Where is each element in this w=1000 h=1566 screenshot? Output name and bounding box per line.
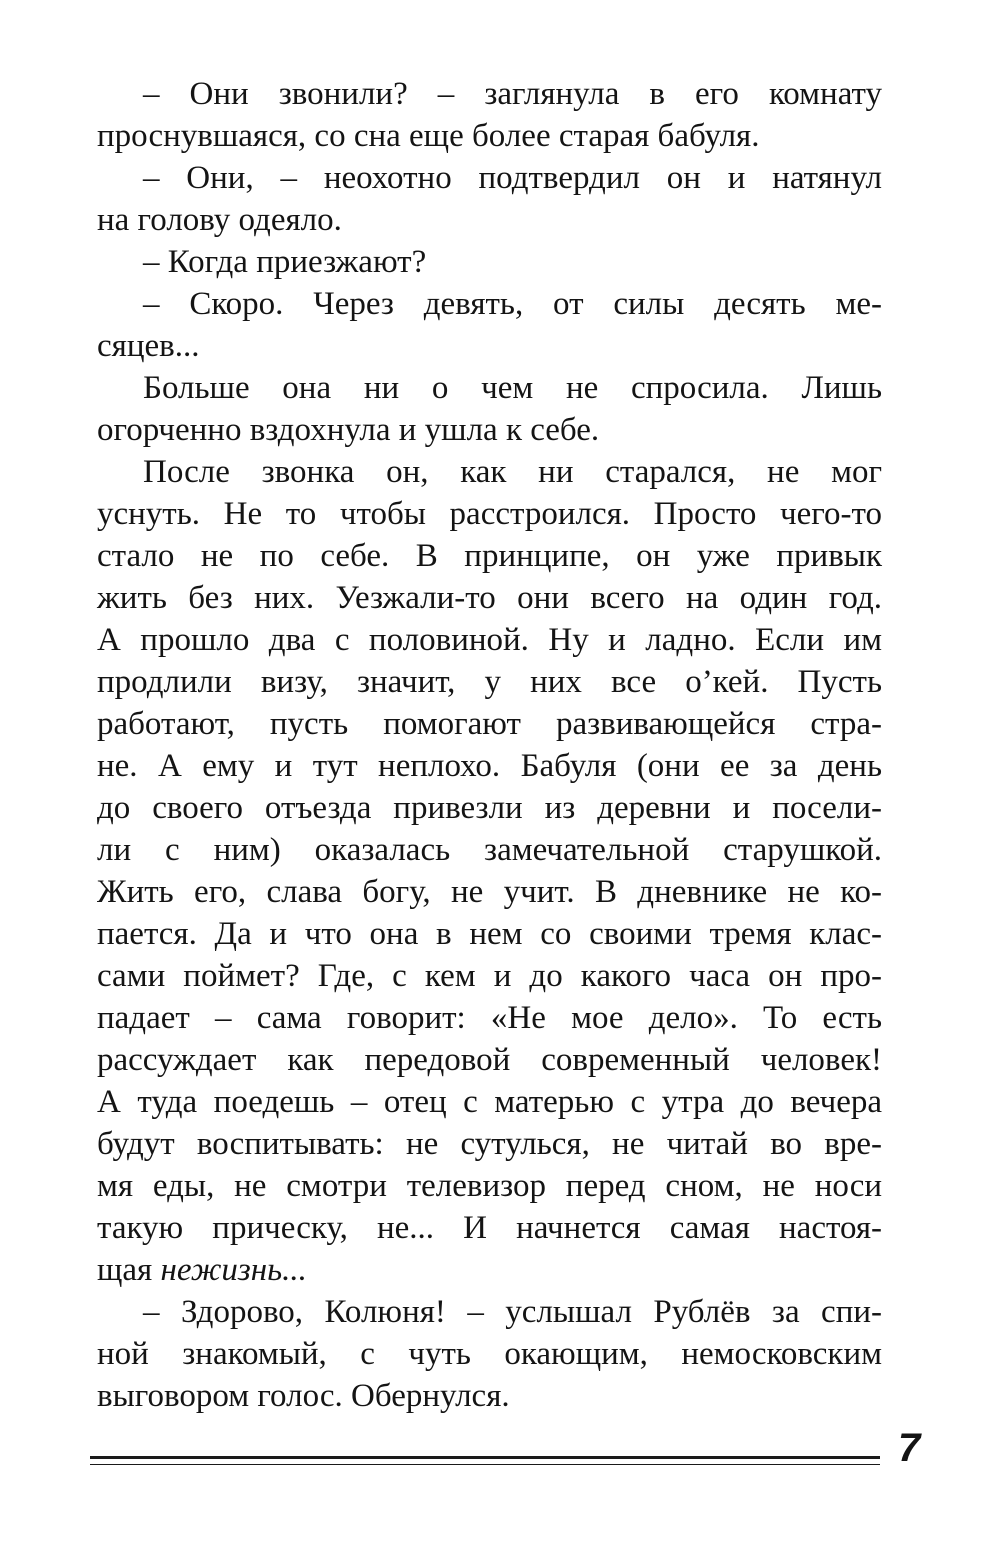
text-line xyxy=(97,745,882,787)
text-line xyxy=(97,1039,882,1081)
text-line-content: жить без них. Уезжали-то они всего на один год. xyxy=(97,580,882,616)
text-line xyxy=(97,1291,882,1333)
text-line-content: рассуждает как передовой современный человек! xyxy=(97,1042,882,1078)
text-line-content: – Скоро. Через девять, от силы десять ме- xyxy=(143,286,882,322)
page-footer xyxy=(90,1420,930,1480)
text-line xyxy=(97,997,882,1039)
text-line-content: Жить его, слава богу, не учит. В дневнике не ко- xyxy=(97,874,882,910)
text-line-content: щая xyxy=(97,1252,161,1288)
text-line xyxy=(97,409,882,451)
text-line xyxy=(97,787,882,829)
text-line-content: А туда поедешь – отец с матерью с утра до вечера xyxy=(97,1084,882,1120)
text-line-content: – Когда приезжают? xyxy=(143,244,427,280)
text-line xyxy=(97,451,882,493)
text-line xyxy=(97,157,882,199)
text-line xyxy=(97,703,882,745)
text-line xyxy=(97,661,882,703)
text-line-content: пается. Да и что она в нем со своими тремя клас- xyxy=(97,916,882,952)
text-line-content: – Здорово, Колюня! – услышал Рублёв за спи- xyxy=(143,1294,882,1330)
text-line-content: А прошло два с половиной. Ну и ладно. Если им xyxy=(97,622,882,658)
text-line-content: стало не по себе. В принципе, он уже привык xyxy=(97,538,882,574)
body-text xyxy=(97,73,882,1417)
text-line xyxy=(97,829,882,871)
text-line xyxy=(97,325,882,367)
text-line xyxy=(97,955,882,997)
text-line xyxy=(97,1165,882,1207)
text-line xyxy=(97,199,882,241)
italic-word: нежизнь... xyxy=(160,1252,307,1288)
text-line-content: падает – сама говорит: «Не мое дело». То есть xyxy=(97,1000,882,1036)
text-line-content: мя еды, не смотри телевизор перед сном, не носи xyxy=(97,1168,882,1204)
text-line xyxy=(97,1333,882,1375)
text-line xyxy=(97,1249,882,1291)
text-line xyxy=(97,367,882,409)
text-line-content: ли с ним) оказалась замечательной старушкой. xyxy=(97,832,882,868)
footer-rule-thin xyxy=(90,1464,880,1465)
text-line-content: Больше она ни о чем не спросила. Лишь xyxy=(143,370,882,406)
text-line xyxy=(97,619,882,661)
text-line xyxy=(97,577,882,619)
text-line-content: ной знакомый, с чуть окающим, немосковским xyxy=(97,1336,882,1372)
page-number: 7 xyxy=(898,1426,921,1470)
text-line-content: на голову одеяло. xyxy=(97,202,342,238)
text-line xyxy=(97,1375,882,1417)
text-line xyxy=(97,871,882,913)
text-line-content: продлили визу, значит, у них все о’кей. Пусть xyxy=(97,664,882,700)
text-line xyxy=(97,1081,882,1123)
text-line xyxy=(97,73,882,115)
footer-rule-thick xyxy=(90,1456,880,1459)
text-line xyxy=(97,535,882,577)
text-line xyxy=(97,1123,882,1165)
text-line-content: не. А ему и тут неплохо. Бабуля (они ее за день xyxy=(97,748,882,784)
text-line-content: – Они звонили? – заглянула в его комнату xyxy=(143,76,882,112)
text-line-content: работают, пусть помогают развивающейся стра- xyxy=(97,706,882,742)
text-line-content: до своего отъезда привезли из деревни и посели- xyxy=(97,790,882,826)
text-line-content: сами поймет? Где, с кем и до какого часа он про- xyxy=(97,958,882,994)
text-line xyxy=(97,1207,882,1249)
text-line xyxy=(97,283,882,325)
text-line xyxy=(97,115,882,157)
text-line-content: будут воспитывать: не сутулься, не читай во вре- xyxy=(97,1126,882,1162)
text-line-content: – Они, – неохотно подтвердил он и натянул xyxy=(143,160,882,196)
text-line-content: уснуть. Не то чтобы расстроился. Просто чего-то xyxy=(97,496,882,532)
text-line-content: проснувшаяся, со сна еще более старая бабуля. xyxy=(97,118,760,154)
text-line-content: сяцев... xyxy=(97,328,200,364)
text-line xyxy=(97,241,882,283)
text-line-content: выговором голос. Обернулся. xyxy=(97,1378,510,1414)
text-line xyxy=(97,913,882,955)
text-line-content: огорченно вздохнула и ушла к себе. xyxy=(97,412,600,448)
text-line xyxy=(97,493,882,535)
text-line-content: После звонка он, как ни старался, не мог xyxy=(143,454,882,490)
text-line-content: такую прическу, не... И начнется самая настоя- xyxy=(97,1210,882,1246)
